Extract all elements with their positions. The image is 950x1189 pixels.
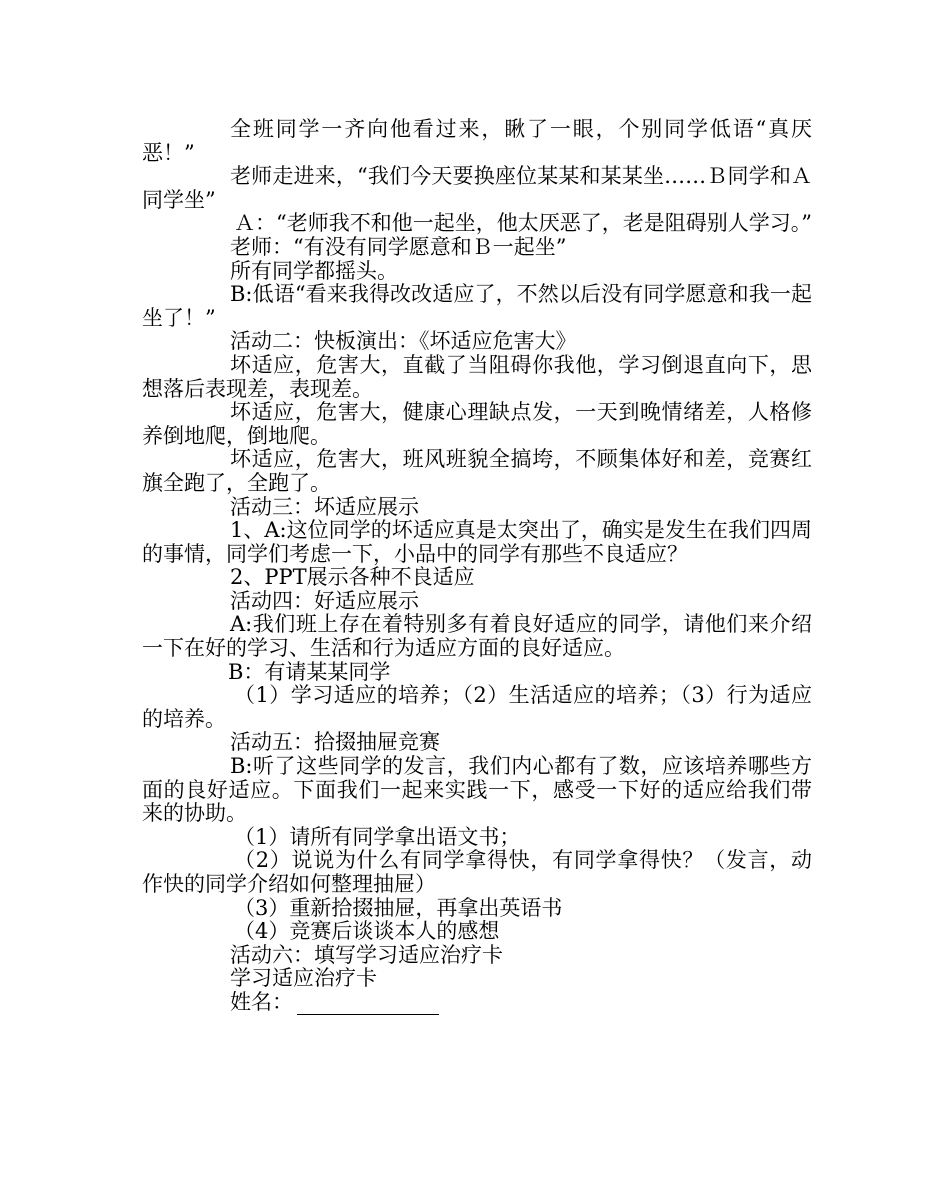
paragraph: Ａ：“老师我不和他一起坐，他太厌恶了，老是阻碍别人学习。” bbox=[234, 211, 812, 236]
list-item: （2）说说为什么有同学拿得快，有同学拿得快？（发言，动作快的同学介绍如何整理抽屉） bbox=[142, 848, 812, 896]
section-heading: 活动六：填写学习适应治疗卡 bbox=[230, 942, 503, 967]
paragraph: （1）学习适应的培养；（2）生活适应的培养；（3）行为适应的培养。 bbox=[142, 683, 812, 731]
paragraph: B:低语“看来我得改改适应了，不然以后没有同学愿意和我一起坐了！” bbox=[142, 282, 812, 330]
section-heading: 活动四：好适应展示 bbox=[230, 588, 419, 613]
name-blank-line bbox=[297, 994, 439, 1015]
section-heading: 活动三：坏适应展示 bbox=[230, 494, 419, 519]
paragraph: 1、A:这位同学的坏适应真是太突出了，确实是发生在我们四周的事情，同学们考虑一下，小品中的同学有那些不良适应？ bbox=[142, 518, 812, 566]
paragraph: 老师：“有没有同学愿意和Ｂ一起坐” bbox=[230, 234, 567, 259]
paragraph: 坏适应，危害大，直截了当阻碍你我他，学习倒退直向下，思想落后表现差，表现差。 bbox=[142, 352, 812, 401]
paragraph: B：有请某某同学 bbox=[228, 659, 391, 684]
card-title: 学习适应治疗卡 bbox=[230, 966, 377, 991]
paragraph: A:我们班上存在着特别多有着良好适应的同学，请他们来介绍一下在好的学习、生活和行为适应方面的良好适应。 bbox=[142, 612, 812, 661]
document-body bbox=[142, 118, 812, 1015]
paragraph: 全班同学一齐向他看过来，瞅了一眼，个别同学低语“真厌恶！” bbox=[142, 117, 812, 165]
list-item: （3）重新拾掇抽屉，再拿出英语书 bbox=[234, 895, 563, 920]
paragraph: B:听了这些同学的发言，我们内心都有了数，应该培养哪些方面的良好适应。下面我们一起来实践一下，感受一下好的适应给我们带来的协助。 bbox=[142, 754, 812, 826]
paragraph: 所有同学都摇头。 bbox=[230, 258, 398, 283]
paragraph: 坏适应，危害大，健康心理缺点发，一天到晚情绪差，人格修养倒地爬，倒地爬。 bbox=[142, 400, 812, 448]
list-item: （1）请所有同学拿出语文书； bbox=[234, 824, 521, 849]
name-label: 姓名： bbox=[230, 989, 293, 1014]
section-heading: 活动五：拾掇抽屉竞赛 bbox=[230, 730, 440, 755]
paragraph: 老师走进来，“我们今天要换座位某某和某某坐……Ｂ同学和Ａ同学坐” bbox=[142, 164, 812, 212]
name-field-row bbox=[142, 991, 812, 1015]
paragraph: 坏适应，危害大，班风班貌全搞垮，不顾集体好和差，竞赛红旗全跑了，全跑了。 bbox=[142, 447, 812, 495]
list-item: （4）竞赛后谈谈本人的感想 bbox=[234, 919, 500, 944]
paragraph: 2、PPT展示各种不良适应 bbox=[230, 565, 475, 590]
section-heading: 活动二：快板演出：《坏适应危害大》 bbox=[230, 329, 577, 354]
